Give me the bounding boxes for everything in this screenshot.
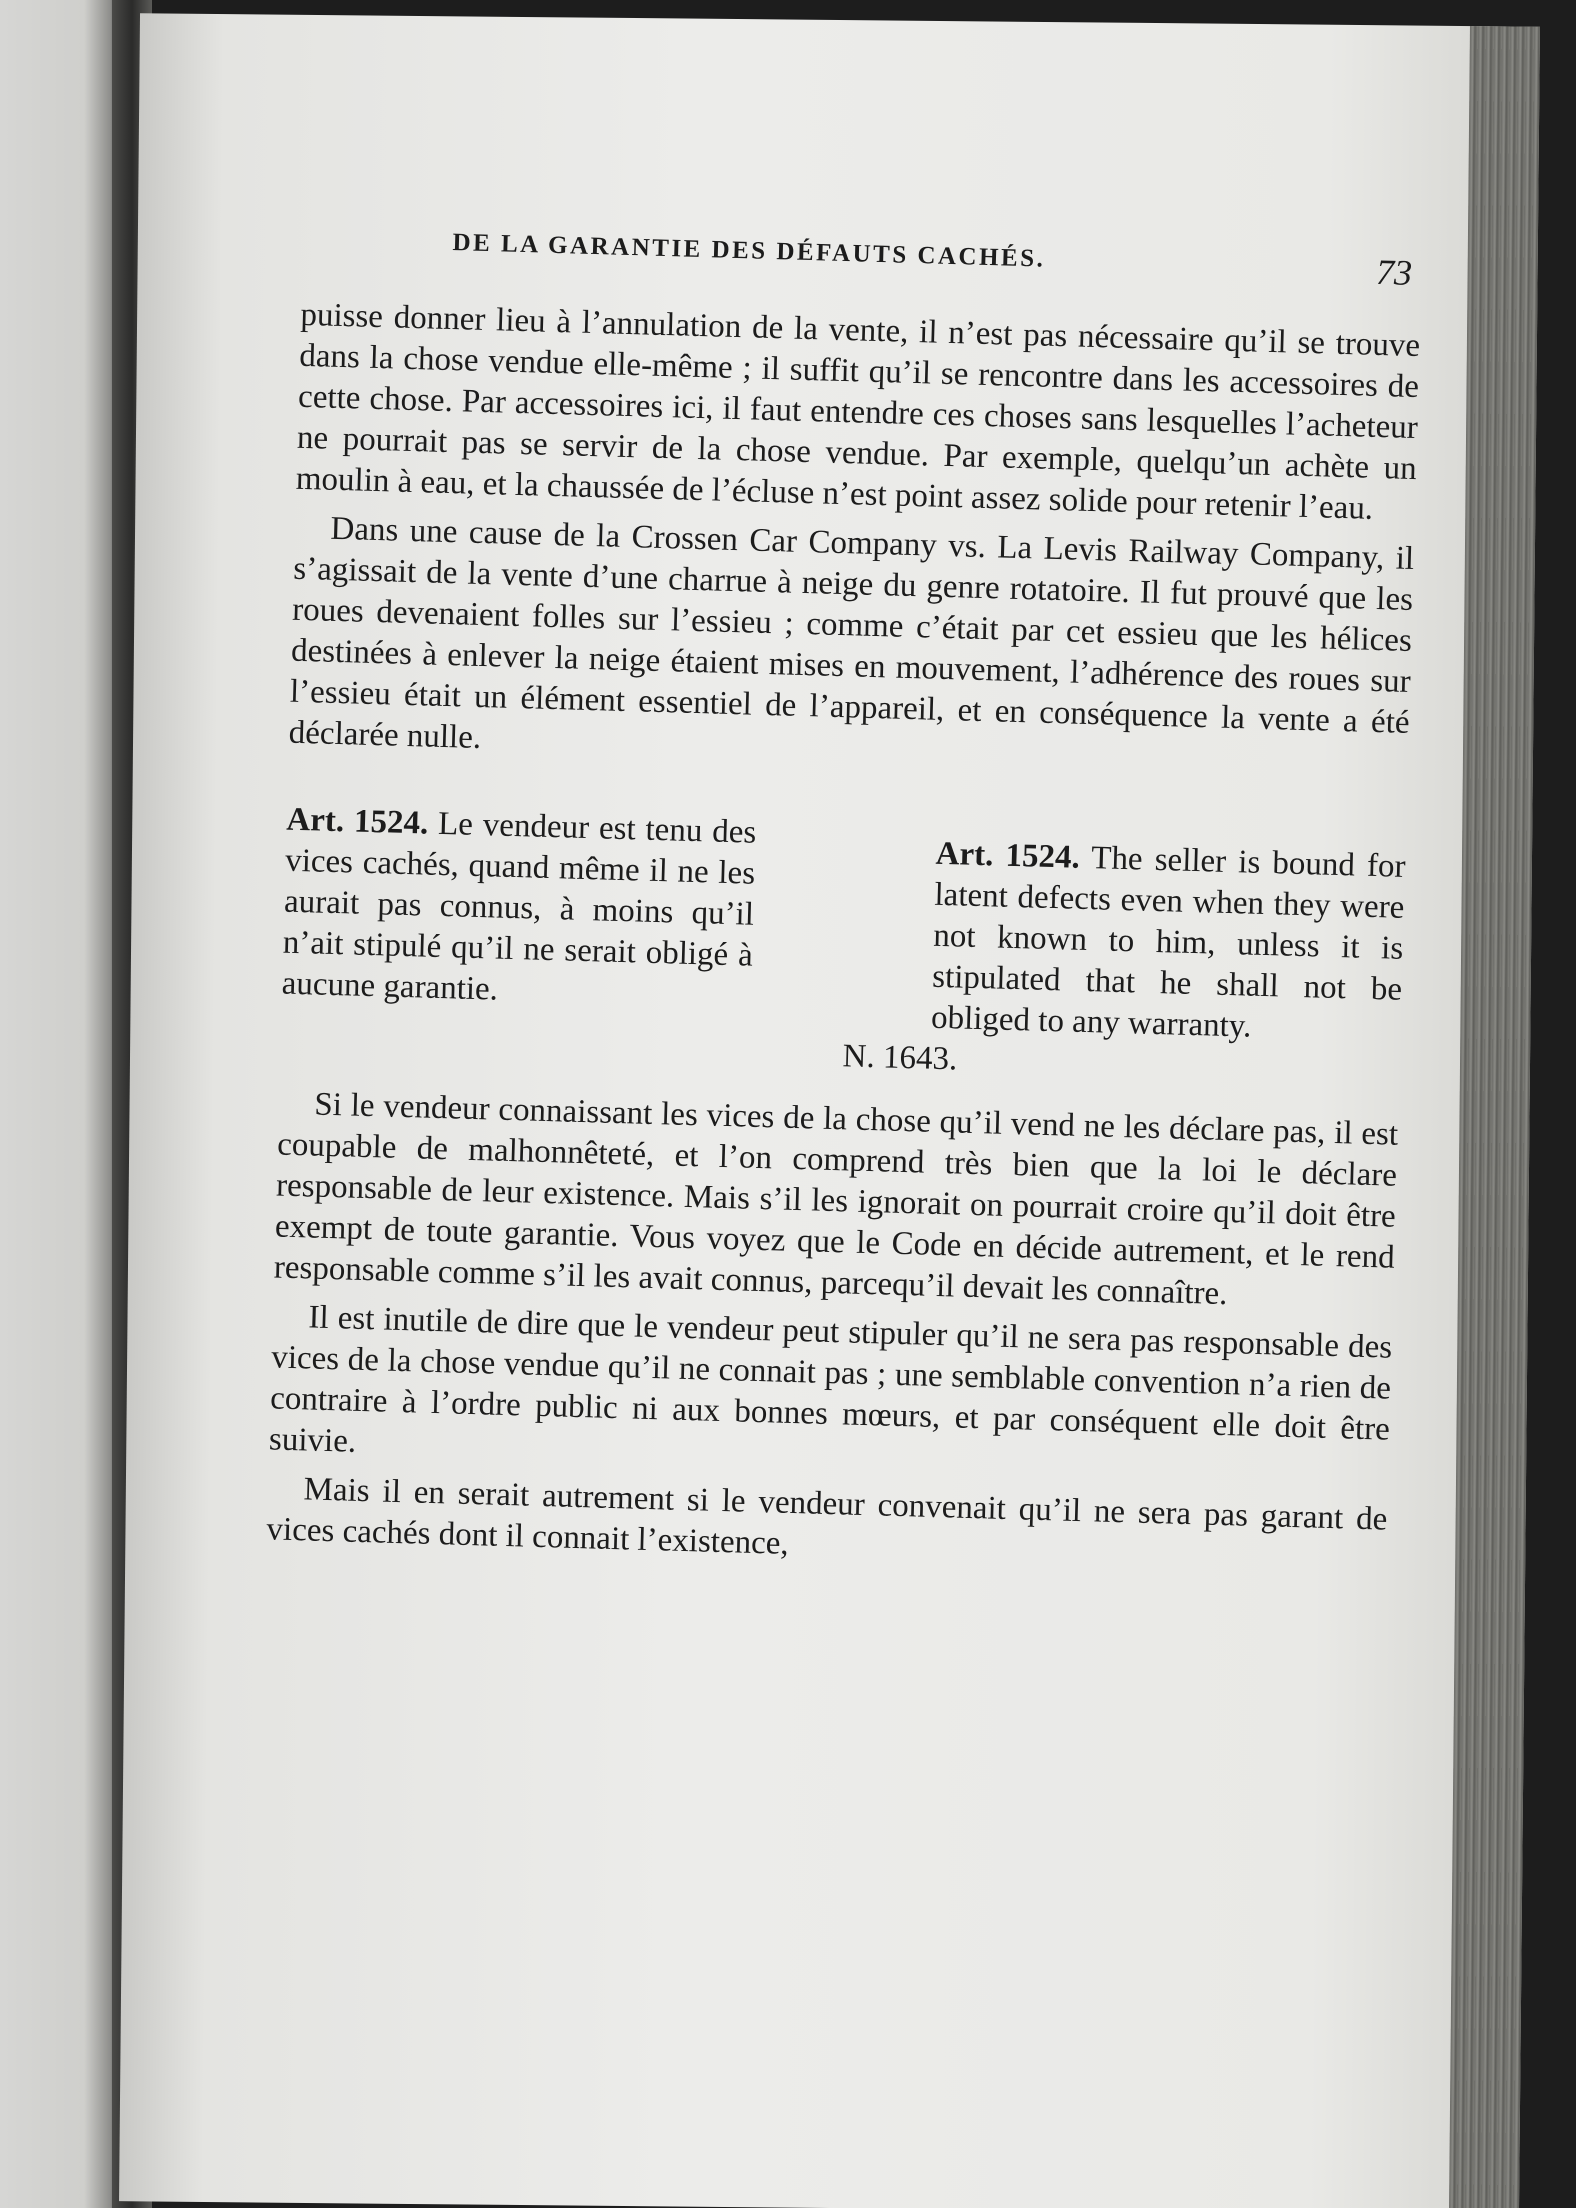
article-french-text: Le vendeur est tenu des vices cachés, quand même il ne les aurait pas connus, à moins qu’il n’ait stipulé qu’il ne serait obligé à aucune garantie. xyxy=(281,805,757,1008)
page-number: 73 xyxy=(1375,251,1413,293)
article-reference: N. 1643. xyxy=(842,1038,958,1078)
article-english xyxy=(931,818,1407,1052)
article-french xyxy=(281,800,757,1034)
article-english-label: Art. 1524. xyxy=(935,835,1081,876)
paragraph-vendor-knowledge: Si le vendeur connaissant les vices de la chose qu’il vend ne les déclare pas, il est coupable de malhonnêteté, et l’on comprend très bien que la loi le déclare responsable de leur existence. Mais s’il les ignorait on pourrait croire qu’il doit être exempt de toute garantie. Vous voyez que le Code en décide autrement, et le rend responsable comme s’il les avait connus, parcequ’il devait les connaître. xyxy=(273,1086,1399,1313)
paragraph-exception: Mais il en serait autrement si le vendeur convenait qu’il ne sera pas garant de vices cachés dont il connait l’existence, xyxy=(266,1471,1388,1562)
article-french-label: Art. 1524. xyxy=(285,801,429,842)
book-page xyxy=(119,13,1540,2208)
paragraph-stipulation: Il est inutile de dire que le vendeur peut stipuler qu’il ne sera pas responsable des vices de la chose vendue qu’il ne connait pas ; une semblable convention n’a rien de contraire à l’ordre public ni aux bonnes mœurs, et par conséquent elle doit être suivie. xyxy=(268,1299,1393,1460)
article-1524-columns xyxy=(281,800,1407,1052)
paragraph-continued: puisse donner lieu à l’annulation de la vente, il n’est pas nécessaire qu’il se trouve dans la chose vendue elle-même ; il suffit qu’il se rencontre dans les accessoires de cette chose. Par accessoires ici, il faut entendre ces choses sans lesquelles l’acheteur ne pourrait pas se servir de la chose vendue. Par exemple, quelqu’un achète un moulin à eau, et la chaussée de l’écluse n’est point assez solide pour retenir l’eau. xyxy=(295,296,1421,527)
page-text-block xyxy=(266,225,1423,1582)
paragraph-crossen-case: Dans une cause de la Crossen Car Company vs. La Levis Railway Company, il s’agissait de la vente d’une charrue à neige du genre rotatoire. Il fut prouvé que les roues devenaient folles sur l’essieu ; comme c’était par cet essieu que les hélices destinées à enlever la neige étaient mises en mouvement, l’adhérence des roues sur l’essieu était un élément essentiel de l’appareil, et en conséquence la vente a été déclarée nulle. xyxy=(288,510,1415,757)
left-page-edge xyxy=(0,0,120,2208)
article-english-text: The seller is bound for latent defects even when they were not known to him, unless it is stipulated that he shall not be obliged to any warranty. xyxy=(930,840,1407,1045)
running-title: DE LA GARANTIE DES DÉFAUTS CACHÉS. xyxy=(452,229,1046,273)
page-fore-edge xyxy=(1449,26,1540,2208)
